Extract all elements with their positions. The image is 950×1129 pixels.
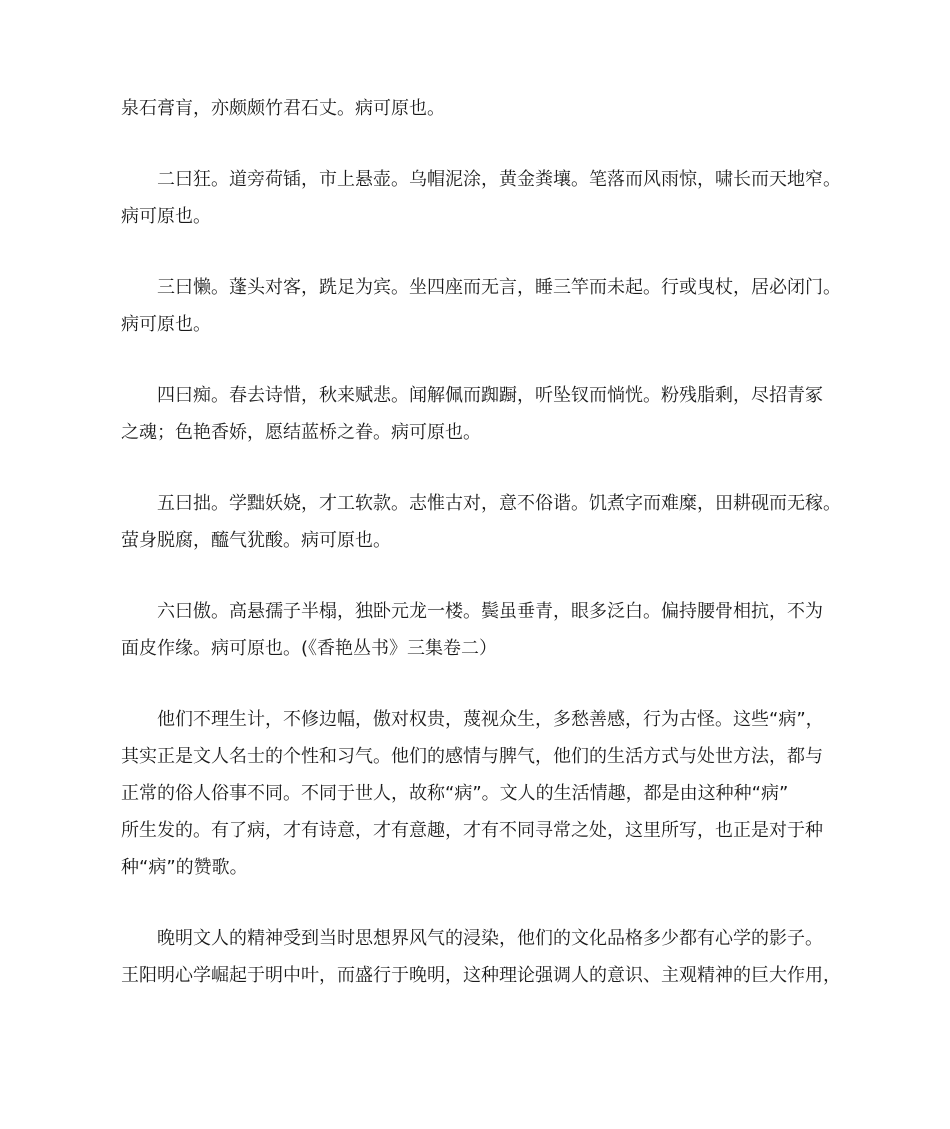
text-line: 五曰拙。学黜妖娆，才工软款。志惟古对，意不俗谐。饥煮字而难糜，田耕砚而无稼。 bbox=[157, 493, 841, 514]
text-line: 萤身脱腐，醯气犹酸。病可原也。 bbox=[121, 530, 391, 551]
paragraph bbox=[121, 593, 841, 667]
text-line: 病可原也。 bbox=[121, 206, 211, 227]
text-line: 三曰懒。蓬头对客，跣足为宾。坐四座而无言，睡三竿而未起。行或曳杖，居必闭门。 bbox=[157, 277, 841, 298]
text-line: 他们不理生计，不修边幅，傲对权贵，蔑视众生，多愁善感，行为古怪。这些“病”， bbox=[157, 709, 824, 730]
paragraph bbox=[121, 920, 841, 994]
body-text bbox=[121, 90, 841, 994]
paragraph bbox=[121, 161, 841, 235]
text-line: 六曰傲。高悬孺子半榻，独卧元龙一楼。鬓虽垂青，眼多泛白。偏持腰骨相抗，不为 bbox=[157, 601, 823, 622]
text-line: 四曰痴。春去诗惜，秋来赋悲。闻解佩而踟蹰，听坠钗而惝恍。粉残脂剩，尽招青冢 bbox=[157, 385, 823, 406]
text-line: 面皮作缘。病可原也。(《香艳丛书》三集卷二） bbox=[121, 638, 498, 659]
text-line: 种“病”的赞歌。 bbox=[121, 857, 248, 878]
paragraph bbox=[121, 90, 841, 127]
text-line: 泉石膏肓，亦颇颇竹君石丈。病可原也。 bbox=[121, 98, 445, 119]
text-line: 王阳明心学崛起于明中叶，而盛行于晚明，这种理论强调人的意识、主观精神的巨大作用， bbox=[121, 965, 841, 986]
text-line: 其实正是文人名士的个性和习气。他们的感情与脾气，他们的生活方式与处世方法，都与 bbox=[121, 746, 823, 767]
text-line: 之魂；色艳香娇，愿结蓝桥之眷。病可原也。 bbox=[121, 422, 481, 443]
paragraph bbox=[121, 485, 841, 559]
text-line: 晚明文人的精神受到当时思想界风气的浸染，他们的文化品格多少都有心学的影子。 bbox=[157, 928, 823, 949]
paragraph bbox=[121, 269, 841, 343]
text-line: 二曰狂。道旁荷锸，市上悬壶。乌帽泥涂，黄金粪壤。笔落而风雨惊，啸长而天地窄。 bbox=[157, 169, 841, 190]
text-line: 病可原也。 bbox=[121, 314, 211, 335]
text-line: 所生发的。有了病，才有诗意，才有意趣，才有不同寻常之处，这里所写，也正是对于种 bbox=[121, 820, 823, 841]
paragraph bbox=[121, 701, 841, 886]
text-line: 正常的俗人俗事不同。不同于世人，故称“病”。文人的生活情趣，都是由这种种“病” bbox=[121, 783, 789, 804]
paragraph bbox=[121, 377, 841, 451]
